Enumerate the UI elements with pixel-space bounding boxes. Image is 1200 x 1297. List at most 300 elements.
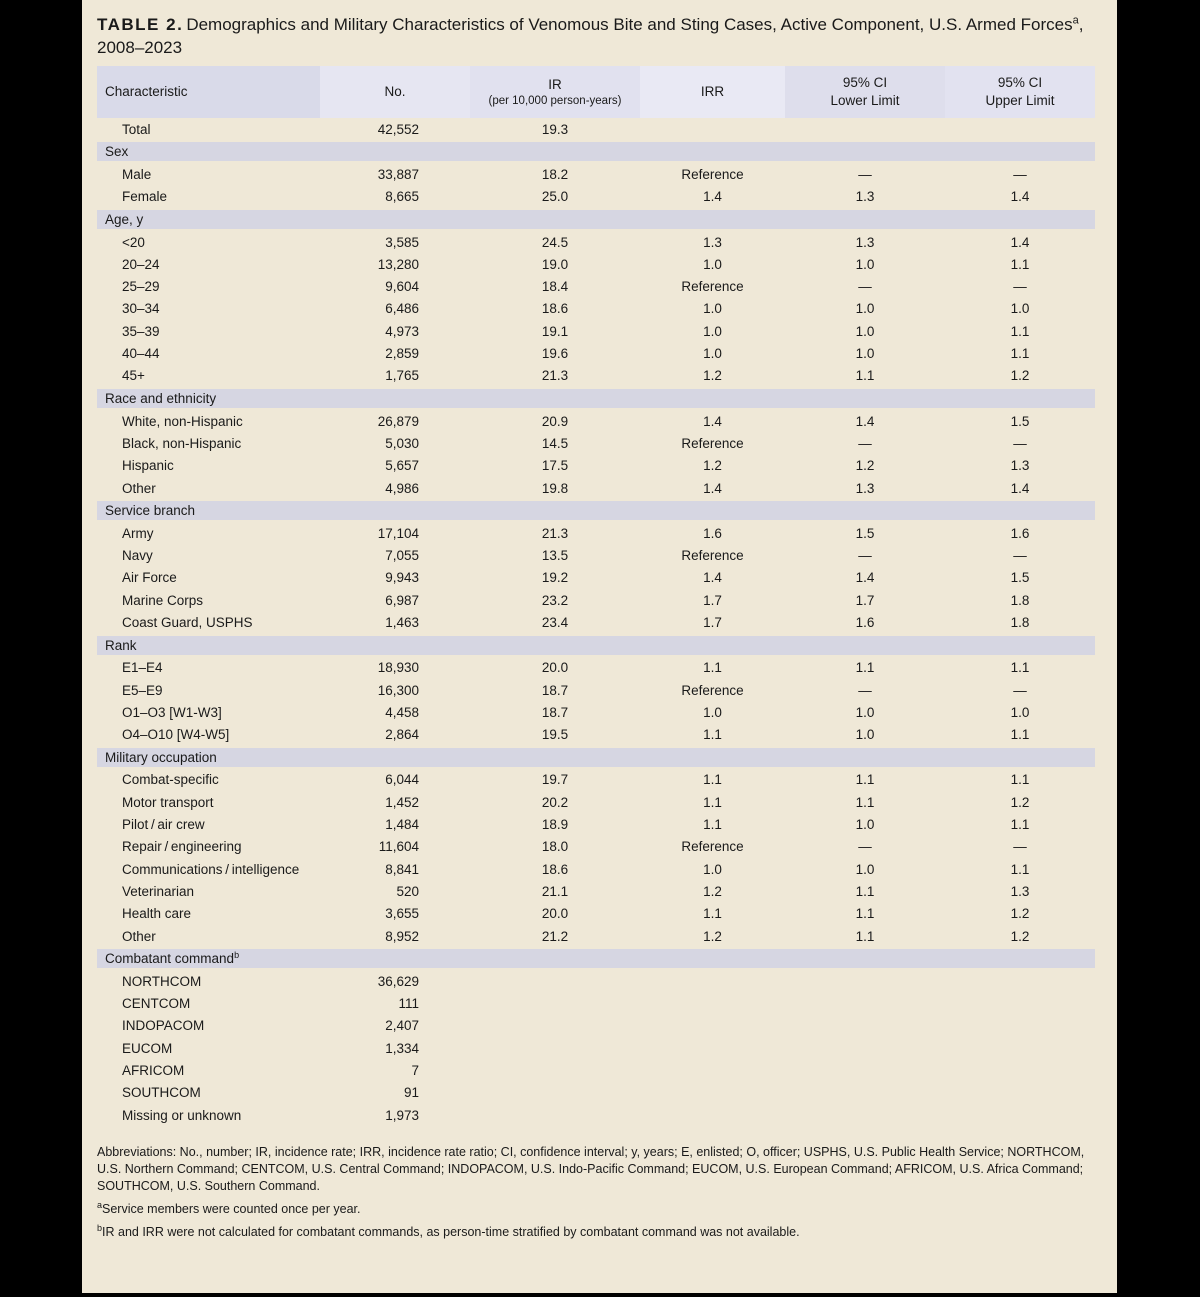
table-title-line2: 2008–2023 (97, 38, 183, 57)
cell-characteristic: CENTCOM (122, 996, 191, 1012)
cell-ir: 19.2 (541, 570, 569, 586)
header-row (97, 66, 1095, 118)
cell-ir (470, 1082, 640, 1104)
cell-characteristic: O4–O10 [W4-W5] (122, 727, 230, 743)
cell-no: 4,458 (385, 704, 419, 720)
cell-ir: 18.2 (541, 166, 569, 182)
cell-ci-upper: 1.4 (1010, 480, 1030, 496)
cell-ir: 20.0 (541, 660, 569, 676)
cell-ir: 18.7 (541, 682, 569, 698)
table-row (97, 298, 1095, 320)
cell-no: 3,655 (385, 906, 419, 922)
cell-irr: 1.6 (703, 525, 722, 541)
cell-ci-upper: — (1013, 279, 1027, 295)
table-title-line1 (97, 13, 1099, 36)
col-header-label: No. (384, 84, 406, 99)
cell-ir: 18.7 (541, 704, 569, 720)
cell-irr: 1.0 (703, 346, 722, 362)
cell-ci-lower (785, 1082, 945, 1104)
cell-ci-upper: 1.3 (1010, 458, 1030, 474)
cell-ir: 19.8 (541, 480, 569, 496)
cell-characteristic: Motor transport (122, 794, 214, 810)
cell-characteristic: Air Force (122, 570, 177, 586)
cell-no: 1,334 (385, 1040, 419, 1056)
cell-ir: 20.2 (541, 794, 569, 810)
table-row (97, 231, 1095, 253)
cell-ci-upper (945, 118, 1095, 140)
cell-ci-upper: 1.2 (1010, 368, 1030, 384)
table-row (97, 679, 1095, 701)
section-label-cell (97, 746, 1095, 769)
cell-irr: 1.3 (703, 234, 722, 250)
table-row (97, 993, 1095, 1015)
cell-ci-lower: — (858, 435, 872, 451)
table-row (97, 186, 1095, 208)
cell-ci-lower: 1.0 (855, 704, 875, 720)
table-row (97, 769, 1095, 791)
table-row (97, 410, 1095, 432)
cell-irr: 1.4 (703, 413, 722, 429)
section-label: Rank (97, 636, 1095, 655)
cell-ir (470, 1037, 640, 1059)
cell-ci-lower (785, 1059, 945, 1081)
section-label-cell (97, 634, 1095, 657)
table-title (97, 13, 1099, 59)
cell-no: 42,552 (377, 121, 419, 137)
footnote-a-text: Service members were counted once per year. (102, 1202, 361, 1217)
cell-irr: 1.0 (703, 861, 722, 877)
demographics-table (97, 66, 1095, 1126)
table-footnotes (97, 1144, 1097, 1241)
col-header-label: 95% CI (842, 75, 888, 90)
cell-characteristic: Pilot / air crew (122, 817, 205, 833)
cell-ci-lower: — (858, 682, 872, 698)
cell-ci-upper (945, 1015, 1095, 1037)
section-row (97, 746, 1095, 769)
cell-ir: 21.3 (541, 368, 569, 384)
cell-characteristic: AFRICOM (122, 1063, 185, 1079)
table-row (97, 1037, 1095, 1059)
table-row (97, 163, 1095, 185)
cell-characteristic: E1–E4 (122, 660, 163, 676)
cell-irr: 1.1 (703, 772, 722, 788)
cell-characteristic: Army (122, 525, 154, 541)
cell-ci-upper (945, 1082, 1095, 1104)
cell-ci-upper: — (1013, 548, 1027, 564)
cell-ci-upper: 1.5 (1010, 570, 1030, 586)
cell-no: 5,657 (385, 458, 419, 474)
cell-ir (470, 1104, 640, 1126)
section-row (97, 387, 1095, 410)
cell-no: 9,943 (385, 570, 419, 586)
cell-characteristic: Navy (122, 548, 153, 564)
cell-irr: 1.1 (703, 794, 722, 810)
cell-ci-lower: 1.2 (855, 458, 875, 474)
cell-no: 5,030 (385, 435, 419, 451)
cell-ci-lower: 1.4 (855, 413, 875, 429)
cell-ci-upper: — (1013, 682, 1027, 698)
table-row (97, 836, 1095, 858)
table-row (97, 791, 1095, 813)
cell-characteristic: Other (122, 928, 156, 944)
section-label-cell (97, 140, 1095, 163)
cell-ci-upper: 1.5 (1010, 413, 1030, 429)
cell-ci-upper: — (1013, 839, 1027, 855)
cell-ci-lower (785, 1104, 945, 1126)
cell-characteristic: Repair / engineering (122, 839, 242, 855)
cell-characteristic: Missing or unknown (122, 1107, 242, 1123)
cell-no: 1,973 (385, 1107, 419, 1123)
cell-ir: 20.9 (541, 413, 569, 429)
cell-characteristic: Male (122, 166, 152, 182)
table-row (97, 522, 1095, 544)
table-row (97, 320, 1095, 342)
cell-characteristic: NORTHCOM (122, 973, 202, 989)
col-header-no (320, 66, 470, 118)
cell-no: 1,452 (385, 794, 419, 810)
cell-ci-lower: 1.3 (855, 234, 875, 250)
table-row (97, 477, 1095, 499)
table-row (97, 455, 1095, 477)
table-row (97, 432, 1095, 454)
table-row (97, 1082, 1095, 1104)
cell-characteristic: 45+ (122, 368, 145, 384)
cell-ci-upper (945, 1037, 1095, 1059)
section-label: Combatant command $^b$ (97, 949, 1095, 968)
cell-ci-upper: 1.6 (1010, 525, 1030, 541)
table-row (97, 611, 1095, 633)
col-header-label: 95% CI (997, 75, 1043, 90)
cell-ci-upper: 1.4 (1010, 189, 1030, 205)
cell-irr: 1.1 (703, 660, 722, 676)
cell-characteristic: White, non-Hispanic (122, 413, 243, 429)
cell-irr: 1.1 (703, 727, 722, 743)
cell-irr: 1.2 (703, 883, 722, 899)
section-label-cell (97, 947, 1095, 970)
cell-ci-lower: 1.1 (855, 794, 875, 810)
cell-ci-lower (785, 993, 945, 1015)
table-row (97, 365, 1095, 387)
cell-no: 6,044 (385, 772, 419, 788)
abbreviations-note: Abbreviations: No., number; IR, incidence rate; IRR, incidence rate ratio; CI, confidence interval; y, years; E, enlisted; O, officer; USPHS, U.S. Public Health Service; NORTHCOM, U.S. Northern Command; CENTCOM, U.S. Central Command; INDOPACOM, U.S. Indo-Pacific Command; EUCOM, U.S. European Command; AFRICOM, U.S. Africa Command; SOUTHCOM, U.S. Southern Command. (97, 1145, 1085, 1194)
cell-ci-upper: 1.1 (1010, 817, 1030, 833)
cell-irr: 1.2 (703, 368, 722, 384)
table-row (97, 567, 1095, 589)
cell-characteristic: Marine Corps (122, 592, 204, 608)
col-header-ci-lower (785, 66, 945, 118)
cell-irr (640, 118, 785, 140)
cell-ir: 19.1 (541, 323, 569, 339)
cell-ci-lower: 1.3 (855, 189, 875, 205)
table-row (97, 903, 1095, 925)
cell-ci-upper (945, 993, 1095, 1015)
cell-no: 1,484 (385, 817, 419, 833)
cell-ci-lower (785, 1015, 945, 1037)
cell-ir: 18.6 (541, 301, 569, 317)
cell-no: 4,986 (385, 480, 419, 496)
section-label: Race and ethnicity (97, 389, 1095, 408)
cell-characteristic: E5–E9 (122, 682, 163, 698)
cell-no: 1,463 (385, 614, 419, 630)
cell-no: 26,879 (377, 413, 419, 429)
table-title-comma: , (1078, 15, 1084, 34)
cell-ir (470, 1015, 640, 1037)
cell-ci-upper: 1.8 (1010, 592, 1030, 608)
cell-no: 6,486 (385, 301, 419, 317)
cell-characteristic: 20–24 (122, 256, 160, 272)
cell-ci-lower: 1.5 (855, 525, 875, 541)
cell-characteristic: Hispanic (122, 458, 174, 474)
table-body (97, 118, 1095, 1126)
cell-no: 2,859 (385, 346, 419, 362)
cell-ci-lower (785, 1037, 945, 1059)
cell-no: 520 (396, 883, 419, 899)
cell-ci-upper: 1.0 (1010, 301, 1030, 317)
footnote-b-marker: b (97, 1223, 103, 1234)
cell-characteristic: SOUTHCOM (122, 1085, 201, 1101)
cell-irr (640, 1104, 785, 1126)
footnote-b (97, 1224, 1097, 1241)
cell-no: 8,952 (385, 928, 419, 944)
cell-ci-lower: 1.0 (855, 817, 875, 833)
cell-ci-lower: 1.6 (855, 614, 875, 630)
cell-ci-upper: — (1013, 166, 1027, 182)
table-row (97, 589, 1095, 611)
section-label: Sex (97, 142, 1095, 161)
cell-no: 11,604 (378, 839, 419, 855)
cell-no: 6,987 (385, 592, 419, 608)
cell-ir: 25.0 (541, 189, 569, 205)
cell-ci-lower (785, 970, 945, 992)
cell-irr (640, 1082, 785, 1104)
col-header-sublabel: Upper Limit (985, 93, 1055, 108)
col-header-label: IR (548, 77, 562, 92)
table-row (97, 275, 1095, 297)
cell-characteristic: Health care (122, 906, 192, 922)
cell-no: 13,280 (377, 256, 419, 272)
cell-ci-lower: 1.0 (855, 346, 875, 362)
cell-ci-lower: 1.0 (855, 256, 875, 272)
cell-ci-lower: 1.1 (855, 906, 875, 922)
section-label: Service branch (97, 501, 1095, 520)
cell-ir: 23.4 (541, 614, 569, 630)
footnote-a (97, 1201, 1097, 1218)
cell-ci-upper: 1.1 (1010, 861, 1030, 877)
cell-ir: 17.5 (541, 458, 569, 474)
cell-ir: 18.9 (541, 817, 569, 833)
col-header-ci-upper (945, 66, 1095, 118)
cell-ci-upper: 1.2 (1010, 928, 1030, 944)
cell-ci-lower: 1.3 (855, 480, 875, 496)
cell-ci-upper: 1.0 (1010, 704, 1030, 720)
cell-ir: 24.5 (541, 234, 569, 250)
cell-ci-upper (945, 1059, 1095, 1081)
cell-ci-lower: 1.0 (855, 861, 875, 877)
table-row (97, 544, 1095, 566)
cell-ci-upper: 1.2 (1010, 906, 1030, 922)
cell-irr: 1.0 (703, 323, 722, 339)
cell-characteristic: <20 (122, 234, 145, 250)
cell-characteristic: Combat-specific (122, 772, 219, 788)
cell-irr (640, 993, 785, 1015)
footnote-b-text: IR and IRR were not calculated for combatant commands, as person-time stratified by combatant command was not available. (102, 1225, 800, 1240)
cell-ci-lower: 1.0 (855, 727, 875, 743)
table-number-label: TABLE 2. (97, 15, 184, 34)
section-row (97, 208, 1095, 231)
cell-ci-upper: — (1013, 435, 1027, 451)
col-header-characteristic (97, 66, 320, 118)
cell-no: 36,629 (377, 973, 419, 989)
table-row (97, 118, 1095, 140)
cell-irr: Reference (681, 682, 744, 698)
cell-irr: 1.4 (703, 570, 722, 586)
cell-characteristic: 30–34 (122, 301, 160, 317)
journal-page (82, 0, 1117, 1293)
cell-irr (640, 1059, 785, 1081)
section-row (97, 947, 1095, 970)
cell-ci-upper (945, 970, 1095, 992)
cell-ci-lower: 1.1 (855, 883, 875, 899)
cell-ir: 20.0 (541, 906, 569, 922)
cell-ir: 18.0 (541, 839, 569, 855)
cell-no: 18,930 (377, 660, 419, 676)
cell-ci-lower: — (858, 548, 872, 564)
table-row (97, 253, 1095, 275)
table-title-superscript: a (1072, 14, 1079, 27)
cell-irr: 1.2 (703, 458, 722, 474)
section-label-cell (97, 499, 1095, 522)
table-row (97, 701, 1095, 723)
cell-no: 33,887 (377, 166, 419, 182)
table-row (97, 724, 1095, 746)
cell-ir: 21.1 (541, 883, 569, 899)
col-header-sublabel: (per 10,000 person-years) (488, 95, 622, 107)
cell-ir: 19.7 (541, 772, 569, 788)
col-header-label: IRR (700, 84, 725, 99)
cell-characteristic: 35–39 (122, 323, 160, 339)
cell-ir (470, 993, 640, 1015)
section-row (97, 634, 1095, 657)
footnote-a-marker: a (97, 1200, 103, 1211)
cell-ci-lower: 1.0 (855, 323, 875, 339)
cell-ir: 23.2 (541, 592, 569, 608)
cell-ir: 13.5 (541, 548, 569, 564)
cell-ci-upper (945, 1104, 1095, 1126)
table-content (97, 13, 1099, 1241)
cell-irr: Reference (681, 548, 744, 564)
cell-irr: 1.2 (703, 928, 722, 944)
cell-irr: Reference (681, 279, 744, 295)
cell-ci-upper: 1.1 (1010, 727, 1030, 743)
table-row (97, 813, 1095, 835)
cell-ci-lower: 1.4 (855, 570, 875, 586)
cell-no: 2,407 (385, 1018, 419, 1034)
cell-characteristic: EUCOM (122, 1040, 173, 1056)
cell-ci-lower: 1.1 (855, 772, 875, 788)
cell-ci-upper: 1.2 (1010, 794, 1030, 810)
cell-ci-lower: 1.1 (855, 928, 875, 944)
cell-ci-lower: 1.7 (855, 592, 875, 608)
cell-characteristic: Coast Guard, USPHS (122, 614, 253, 630)
table-row (97, 342, 1095, 364)
cell-ci-upper: 1.4 (1010, 234, 1030, 250)
cell-irr: 1.7 (703, 592, 722, 608)
cell-characteristic: Total (122, 121, 151, 137)
cell-ci-lower (785, 118, 945, 140)
cell-ci-lower: 1.1 (855, 368, 875, 384)
cell-ir: 18.4 (541, 279, 569, 295)
cell-no: 8,665 (385, 189, 419, 205)
cell-irr: 1.4 (703, 480, 722, 496)
cell-irr: Reference (681, 839, 744, 855)
table-row (97, 858, 1095, 880)
table-row (97, 880, 1095, 902)
cell-characteristic: Black, non-Hispanic (122, 435, 242, 451)
cell-irr: 1.0 (703, 704, 722, 720)
cell-no: 111 (398, 996, 419, 1012)
cell-no: 7,055 (385, 548, 419, 564)
cell-ir: 19.3 (541, 121, 569, 137)
col-header-irr (640, 66, 785, 118)
cell-characteristic: Other (122, 480, 156, 496)
cell-characteristic: INDOPACOM (122, 1018, 205, 1034)
cell-no: 91 (403, 1085, 419, 1101)
table-row (97, 1015, 1095, 1037)
section-row (97, 140, 1095, 163)
cell-no: 17,104 (377, 525, 419, 541)
table-row (97, 970, 1095, 992)
cell-irr: 1.1 (703, 817, 722, 833)
cell-ci-upper: 1.3 (1010, 883, 1030, 899)
cell-irr: 1.0 (703, 256, 722, 272)
cell-ci-lower: 1.0 (855, 301, 875, 317)
cell-irr: 1.0 (703, 301, 722, 317)
cell-irr: 1.7 (703, 614, 722, 630)
table-header (97, 66, 1095, 118)
cell-ci-upper: 1.1 (1010, 323, 1030, 339)
section-label: Age, y (97, 210, 1095, 229)
cell-characteristic: Communications / intelligence (122, 861, 300, 877)
cell-ci-lower: — (858, 839, 872, 855)
cell-ci-upper: 1.1 (1010, 772, 1030, 788)
col-header-ir (470, 66, 640, 118)
cell-characteristic: 25–29 (122, 279, 160, 295)
cell-ir: 19.0 (541, 256, 569, 272)
cell-ir: 19.5 (541, 727, 569, 743)
cell-ir: 19.6 (541, 346, 569, 362)
cell-no: 4,973 (385, 323, 419, 339)
cell-no: 9,604 (385, 279, 419, 295)
cell-ir: 18.6 (541, 861, 569, 877)
cell-ir: 21.3 (541, 525, 569, 541)
cell-characteristic: Veterinarian (122, 883, 195, 899)
table-row (97, 925, 1095, 947)
cell-irr: Reference (681, 166, 744, 182)
cell-ir: 14.5 (541, 435, 569, 451)
cell-ir (470, 1059, 640, 1081)
cell-no: 16,300 (377, 682, 419, 698)
cell-ci-lower: 1.1 (855, 660, 875, 676)
cell-ci-upper: 1.1 (1010, 346, 1030, 362)
section-label-cell (97, 208, 1095, 231)
cell-ir: 21.2 (541, 928, 569, 944)
cell-irr: 1.4 (703, 189, 722, 205)
section-label-cell (97, 387, 1095, 410)
cell-no: 7 (411, 1063, 419, 1079)
cell-ci-upper: 1.1 (1010, 256, 1030, 272)
section-label: Military occupation (97, 748, 1095, 767)
table-row (97, 1059, 1095, 1081)
